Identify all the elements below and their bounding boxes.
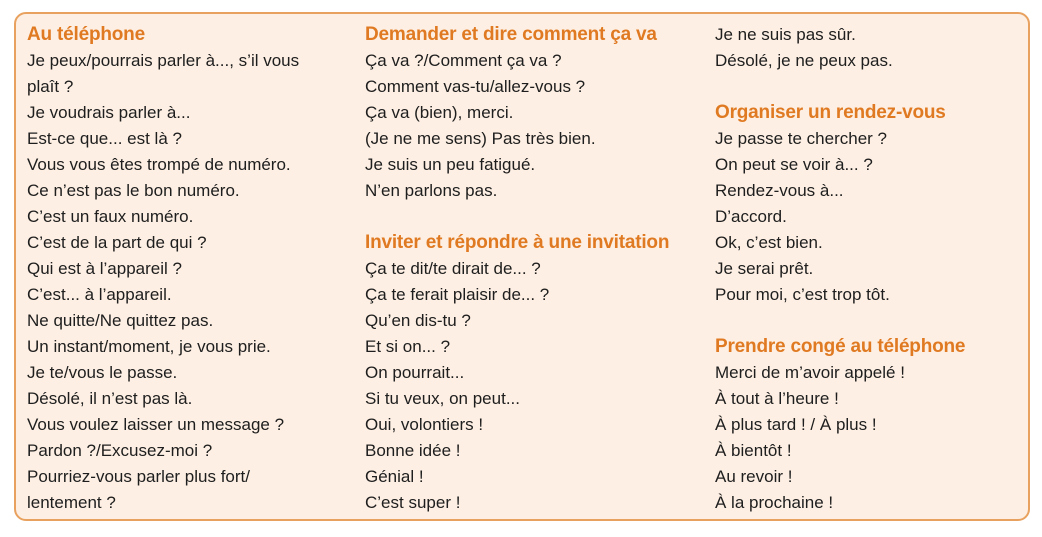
phrase-line: À bientôt ! [715, 441, 792, 460]
invitation-continued-lines [715, 22, 1025, 74]
section-gap [365, 204, 695, 230]
phrase-line: Pourriez-vous parler plus fort/ [27, 467, 250, 486]
phrase-line: Ok, c’est bien. [715, 233, 823, 252]
phrase-line: Bonne idée ! [365, 441, 461, 460]
phrase-line: Merci de m’avoir appelé ! [715, 363, 905, 382]
phrase-line: On peut se voir à... ? [715, 155, 873, 174]
phrase-line: Je passe te chercher ? [715, 129, 887, 148]
phrase-line: Je serai prêt. [715, 259, 814, 278]
phrase-line: Pardon ?/Excusez-moi ? [27, 441, 213, 460]
phrase-line: C’est de la part de qui ? [27, 233, 207, 252]
phrase-line: Un instant/moment, je vous prie. [27, 337, 271, 356]
phrase-line: N’en parlons pas. [365, 181, 498, 200]
section-gap [715, 308, 1025, 334]
phrase-line: Comment vas-tu/allez-vous ? [365, 77, 586, 96]
phrase-line: Vous vous êtes trompé de numéro. [27, 155, 291, 174]
phrase-line: C’est super ! [365, 493, 461, 512]
phrase-line: Ce n’est pas le bon numéro. [27, 181, 240, 200]
phrase-line: Ça va (bien), merci. [365, 103, 514, 122]
phrase-line: lentement ? [27, 493, 116, 512]
phrase-line: Est-ce que... est là ? [27, 129, 182, 148]
phrase-line: Je te/vous le passe. [27, 363, 178, 382]
phrase-line: Et si on... ? [365, 337, 451, 356]
phrase-line: On pourrait... [365, 363, 465, 382]
section-title-conge: Prendre congé au téléphone [715, 336, 966, 357]
phrase-line: Pour moi, c’est trop tôt. [715, 285, 890, 304]
phrase-line: Ça va ?/Comment ça va ? [365, 51, 562, 70]
phrase-line: Je ne suis pas sûr. [715, 25, 856, 44]
phrase-line: Qui est à l’appareil ? [27, 259, 182, 278]
section-title-telephone: Au téléphone [27, 24, 145, 45]
phrase-line: Vous voulez laisser un message ? [27, 415, 285, 434]
rendez-vous-lines [715, 126, 1025, 308]
phrase-line: À tout à l’heure ! [715, 389, 839, 408]
phrase-line: Désolé, je ne peux pas. [715, 51, 893, 70]
phrase-line: À la prochaine ! [715, 493, 834, 512]
phrase-line: Je voudrais parler à... [27, 103, 191, 122]
column-1 [27, 22, 347, 516]
phrase-line: plaît ? [27, 77, 74, 96]
phrase-line: Si tu veux, on peut... [365, 389, 520, 408]
phrase-line: Génial ! [365, 467, 424, 486]
invitation-lines [365, 256, 695, 516]
column-2 [365, 22, 695, 516]
section-title-comment-ca-va: Demander et dire comment ça va [365, 24, 657, 45]
section-gap [715, 74, 1025, 100]
phrase-line: Ça te ferait plaisir de... ? [365, 285, 550, 304]
column-3 [715, 22, 1025, 516]
phrase-line: Au revoir ! [715, 467, 793, 486]
phrase-line: (Je ne me sens) Pas très bien. [365, 129, 596, 148]
phrase-line: D’accord. [715, 207, 787, 226]
section-title-rendez-vous: Organiser un rendez-vous [715, 102, 946, 123]
phrase-line: C’est... à l’appareil. [27, 285, 172, 304]
phrase-line: Je peux/pourrais parler à..., s’il vous [27, 51, 300, 70]
phrase-line: Ne quitte/Ne quittez pas. [27, 311, 214, 330]
conge-lines [715, 360, 1025, 516]
section-title-invitation: Inviter et répondre à une invitation [365, 232, 670, 253]
phrase-line: Qu’en dis-tu ? [365, 311, 471, 330]
phrase-line: Rendez-vous à... [715, 181, 844, 200]
phrase-line: Désolé, il n’est pas là. [27, 389, 193, 408]
telephone-lines [27, 48, 347, 516]
phrase-line: Oui, volontiers ! [365, 415, 484, 434]
phrase-line: Je suis un peu fatigué. [365, 155, 536, 174]
phrase-line: Ça te dit/te dirait de... ? [365, 259, 541, 278]
phrase-line: À plus tard ! / À plus ! [715, 415, 877, 434]
phrase-line: C’est un faux numéro. [27, 207, 194, 226]
comment-ca-va-lines [365, 48, 695, 204]
